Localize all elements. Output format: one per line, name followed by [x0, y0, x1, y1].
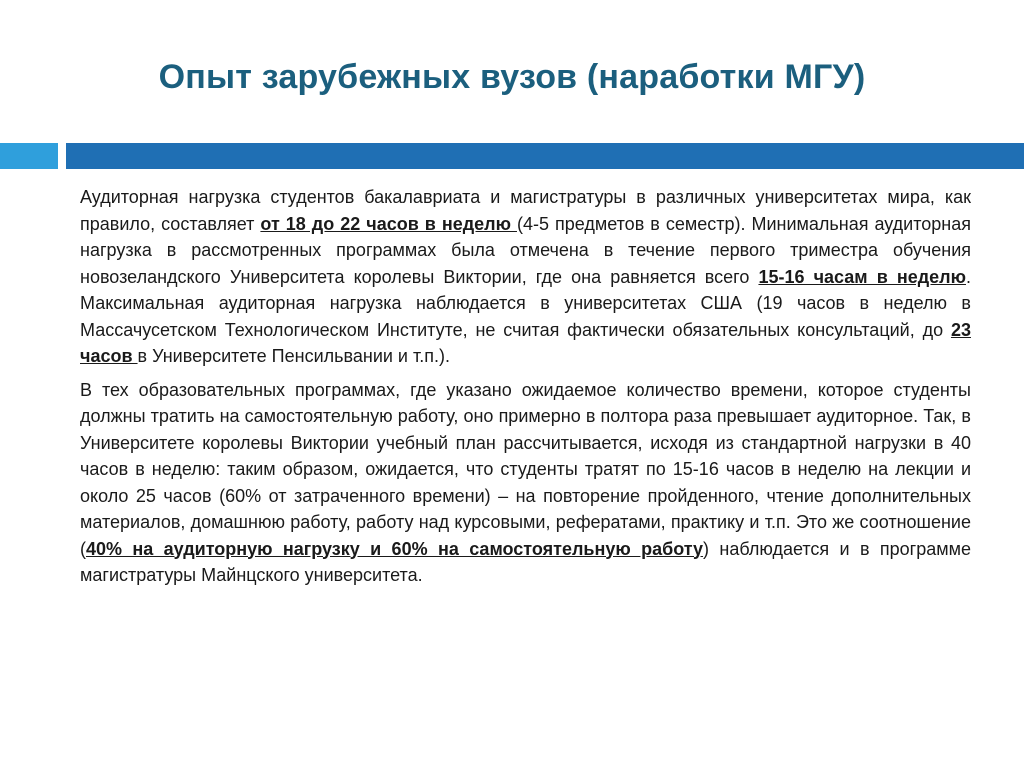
slide-body	[80, 184, 971, 596]
paragraph-1-text-4: в Университете Пенсильвании и т.п.).	[137, 346, 450, 366]
header-accent-bar-right	[66, 143, 1024, 169]
paragraph-1	[80, 184, 971, 370]
highlight-18-22-hours: от 18 до 22 часов в неделю	[260, 213, 517, 234]
paragraph-1-text-2: (4-5 предметов в семестр). Минимальная аудиторная нагрузка в рассмотренных программах была отмечена в течение первого триместра обучения новозеландского Университета королевы Виктории, где она равняется всего	[80, 213, 971, 287]
highlight-40-60-ratio: 40% на аудиторную нагрузку и 60% на самостоятельную работу	[86, 538, 704, 559]
paragraph-2-text-1: В тех образовательных программах, где указано ожидаемое количество времени, которое студенты должны тратить на самостоятельную работу, оно примерно в полтора раза превышает аудиторное. Так, в Университете королевы Виктории учебный план рассчитывается, исходя из стандартной нагрузки в 40 часов в неделю: таким образом, ожидается, что студенты тратят по 15-16 часов в неделю на лекции и около 25 часов (60% от затраченного времени) – на повторение пройденного, чтение дополнительных материалов, домашнюю работу, работу над курсовыми, рефератами, практику и т.п. Это же соотношение (	[80, 379, 971, 559]
header-accent-bar-left	[0, 143, 58, 169]
paragraph-2-text-2: ) наблюдается и в программе магистратуры Майнцского университета.	[80, 538, 971, 585]
highlight-23-hours: 23 часов	[80, 319, 971, 366]
paragraph-2	[80, 377, 971, 589]
highlight-15-16-hours: 15-16 часам в неделю	[758, 266, 966, 287]
paragraph-1-text-1: Аудиторная нагрузка студентов бакалавриата и магистратуры в различных университетах мира, как правило, составляет	[80, 187, 971, 234]
paragraph-1-text-3: . Максимальная аудиторная нагрузка наблюдается в университетах США (19 часов в неделю в Массачусетском Технологическом Институте, не считая фактически обязательных консультаций, до	[80, 266, 972, 340]
slide-title: Опыт зарубежных вузов (наработки МГУ)	[158, 58, 866, 96]
